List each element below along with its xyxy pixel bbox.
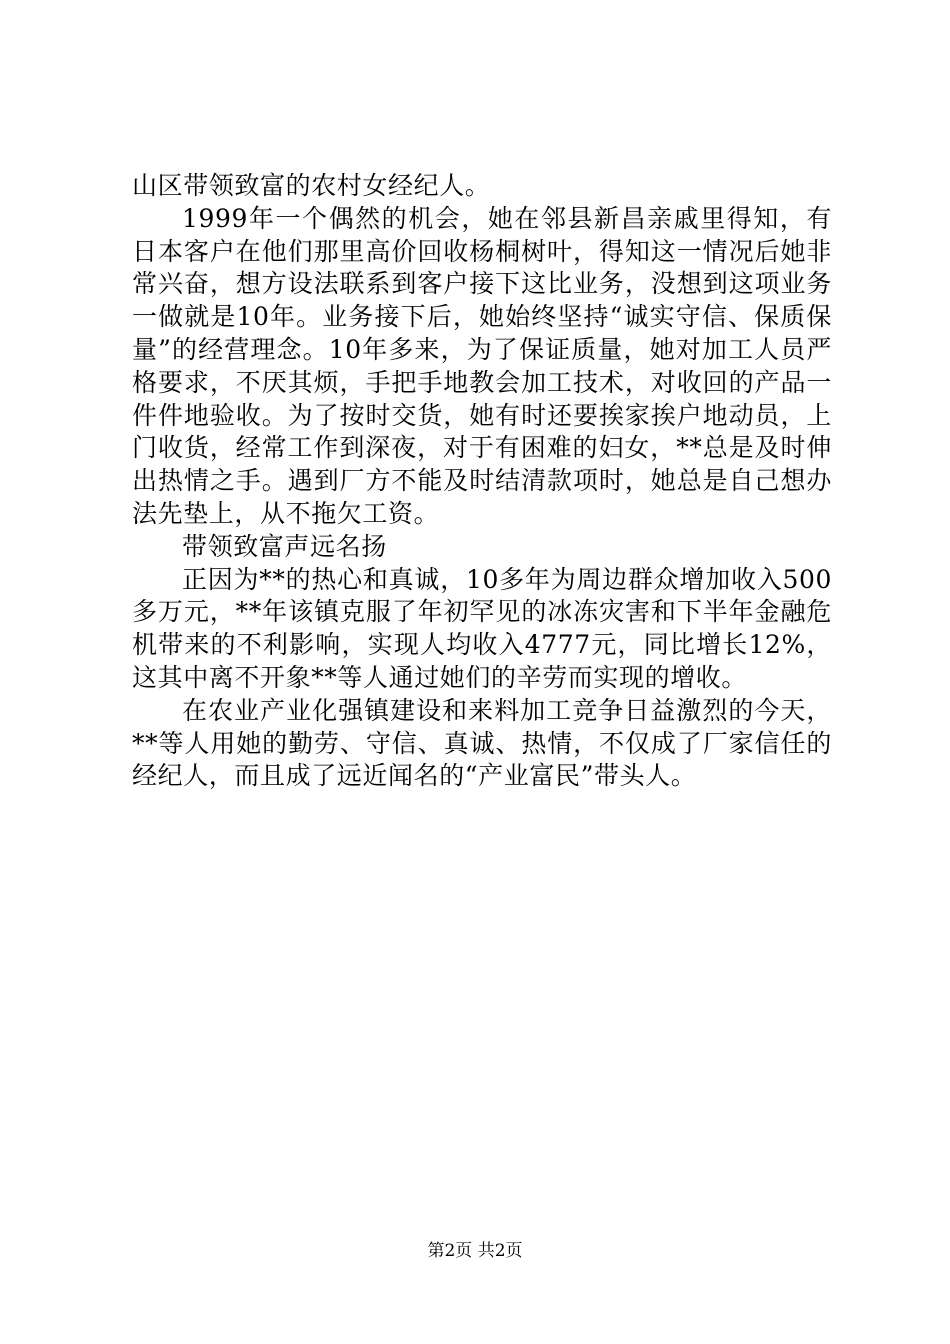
document-body (132, 170, 832, 793)
paragraph-4: 在农业产业化强镇建设和来料加工竞争日益激烈的今天，**等人用她的勤劳、守信、真诚、热情，不仅成了厂家信任的经纪人，而且成了远近闻名的“产业富民”带头人。 (132, 695, 832, 791)
paragraph-3: 正因为**的热心和真诚，10多年为周边群众增加收入500多万元，**年该镇克服了年初罕见的冰冻灾害和下半年金融危机带来的不利影响，实现人均收入4777元，同比增长12%，这其中离不开象**等人通过她们的辛劳而实现的增收。 (132, 564, 832, 692)
paragraph-2: 1999年一个偶然的机会，她在邻县新昌亲戚里得知，有日本客户在他们那里高价回收杨桐树叶，得知这一情况后她非常兴奋，想方设法联系到客户接下这比业务，没想到这项业务一做就是10年。业务接下后，她始终坚持“诚实守信、保质保量”的经营理念。10年多来，为了保证质量，她对加工人员严格要求，不厌其烦，手把手地教会加工技术，对收回的产品一件件地验收。为了按时交货，她有时还要挨家挨户地动员，上门收货，经常工作到深夜，对于有困难的妇女，**总是及时伸出热情之手。遇到厂方不能及时结清款项时，她总是自己想办法先垫上，从不拖欠工资。 (132, 203, 832, 528)
page-footer (0, 1240, 950, 1262)
paragraph-1: 山区带领致富的农村女经纪人。 (132, 171, 491, 200)
page-number: 第2页 共2页 (427, 1241, 523, 1261)
section-heading: 带领致富声远名扬 (182, 531, 387, 561)
